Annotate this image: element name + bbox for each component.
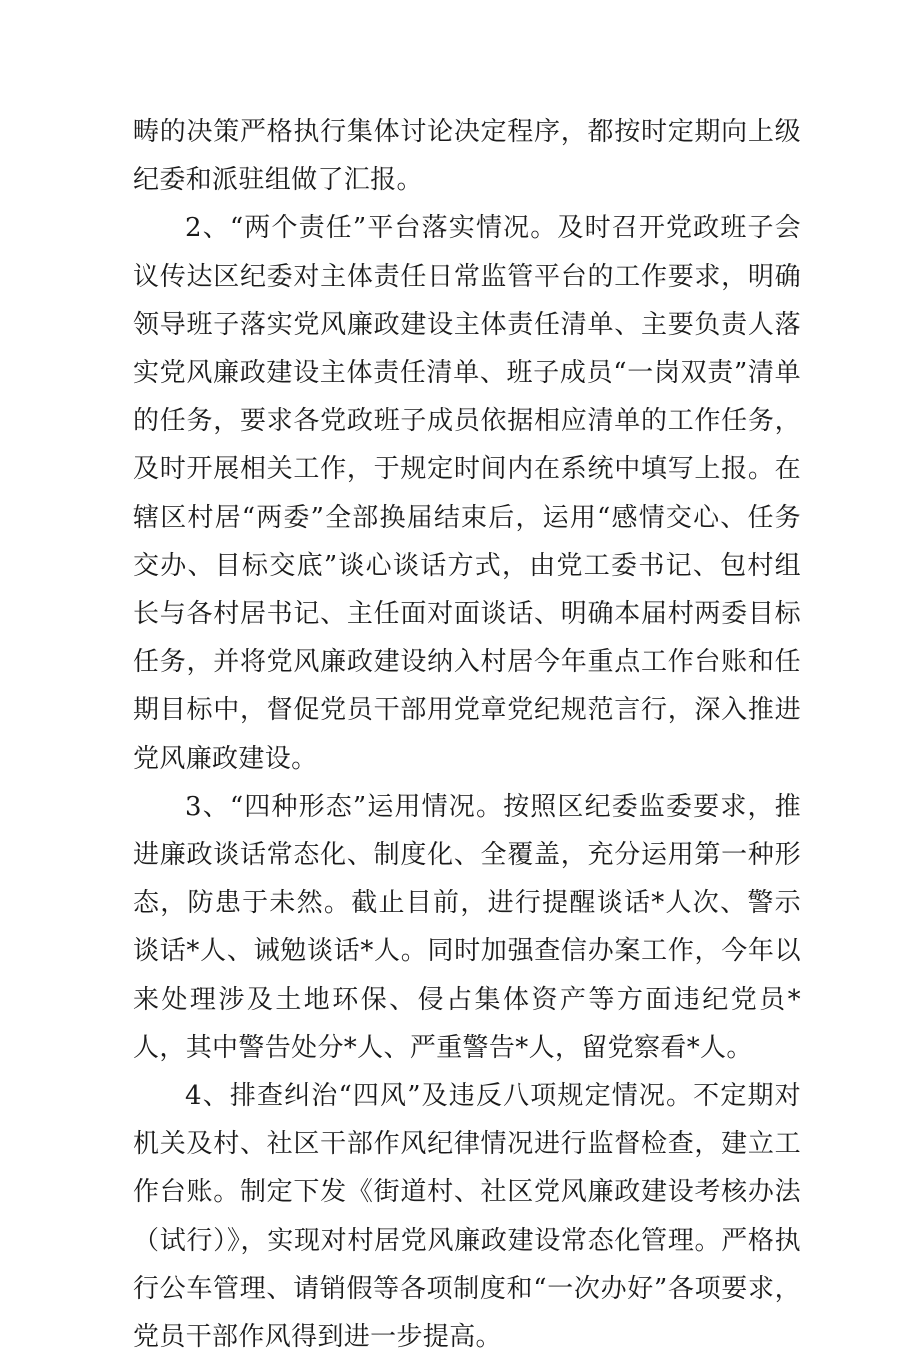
paragraph-four-styles: 4、排查纠治“四风”及违反八项规定情况。不定期对机关及村、社区干部作风纪律情况进行监督检查，建立工作台账。制定下发《街道村、社区党风廉政建设考核办法（试行）》，实现对村居党风廉政建设常态化管理。严格执行公车管理、请销假等各项制度和“一次办好”各项要求，党员干部作风得到进一步提高。: [133, 1081, 801, 1353]
paragraph-continuation: 畴的决策严格执行集体讨论决定程序，都按时定期向上级纪委和派驻组做了汇报。: [133, 117, 801, 196]
paragraph-two-responsibilities: 2、“两个责任”平台落实情况。及时召开党政班子会议传达区纪委对主体责任日常监管平台的工作要求，明确领导班子落实党风廉政建设主体责任清单、主要负责人落实党风廉政建设主体责任清单、班子成员“一岗双责”清单的任务，要求各党政班子成员依据相应清单的工作任务，及时开展相关工作，于规定时间内在系统中填写上报。在辖区村居“两委”全部换届结束后，运用“感情交心、任务交办、目标交底”谈心谈话方式，由党工委书记、包村组长与各村居书记、主任面对面谈话、明确本届村两委目标任务，并将党风廉政建设纳入村居今年重点工作台账和任期目标中，督促党员干部用党章党纪规范言行，深入推进党风廉政建设。: [133, 213, 801, 774]
paragraph-four-forms: 3、“四种形态”运用情况。按照区纪委监委要求，推进廉政谈话常态化、制度化、全覆盖，充分运用第一种形态，防患于未然。截止目前，进行提醒谈话*人次、警示谈话*人、诫勉谈话*人。同时加强查信办案工作，今年以来处理涉及土地环保、侵占集体资产等方面违纪党员*人，其中警告处分*人、严重警告*人，留党察看*人。: [133, 791, 801, 1063]
document-body: [133, 108, 801, 1361]
